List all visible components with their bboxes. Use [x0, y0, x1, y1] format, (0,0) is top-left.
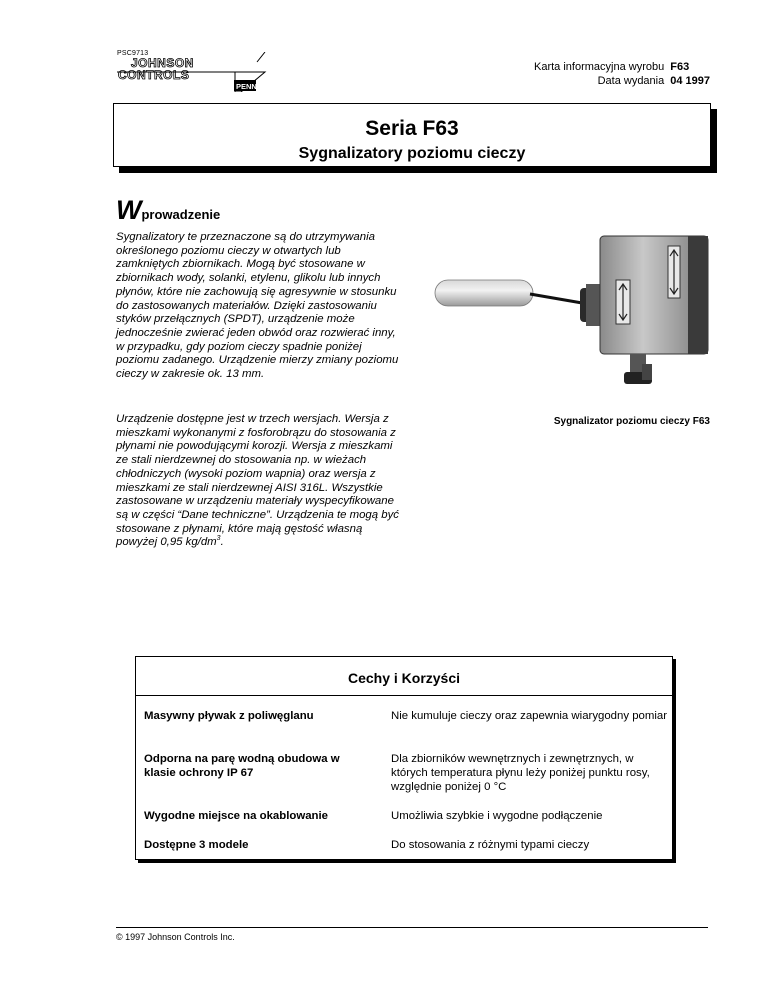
- title-box: [113, 103, 711, 167]
- intro-paragraph-1: Sygnalizatory te przeznaczone są do utrzymywania określonego poziomu cieczy w otwartych lub zamkniętych zbiornikach. Mogą być stosowane w zbiornikach wody, solanki, etylenu, glikolu lub innych płynów, które nie zachowują się agresywnie w stosunku do zastosowanych materiałów. Dzięki zastosowaniu styków przełącznych (SPDT), urządzenie może jednocześnie zwierać jeden obwód oraz rozwierać inny, w przypadku, gdy poziom cieczy spadnie poniżej poziomu zadanego. Urządzenie mierzy zmiany poziomu cieczy w zakresie ok. 13 mm.: [116, 231, 399, 381]
- logo-line2: CONTROLS: [118, 68, 190, 82]
- page-subtitle: Sygnalizatory poziomu cieczy: [298, 145, 526, 162]
- footer-divider: [116, 927, 708, 928]
- logo-line1: JOHNSON: [131, 56, 194, 70]
- product-photo: [430, 232, 710, 422]
- feature-name: Masywny pływak z poliwęglanu: [144, 710, 314, 722]
- feature-name: Wygodne miejsce na okablowanie: [144, 810, 328, 822]
- features-divider: [136, 695, 672, 696]
- intro-paragraph-2-end: .: [220, 536, 224, 549]
- intro-paragraph-2: [116, 413, 402, 550]
- intro-heading-rest: prowadzenie: [141, 207, 221, 222]
- feature-benefit: Do stosowania z różnymi typami cieczy: [391, 839, 590, 851]
- feature-benefit: Umożliwia szybkie i wygodne podłączenie: [391, 810, 603, 822]
- copyright: © 1997 Johnson Controls Inc.: [116, 932, 235, 942]
- document-info: [534, 60, 710, 88]
- feature-benefit: Dla zbiorników wewnętrznych i zewnętrznych, w których temperatura płynu leży poniżej punktu rosy, względnie poniżej 0 °C: [391, 753, 650, 793]
- superscript: 3: [216, 535, 221, 543]
- feature-name: Odporna na parę wodną obudowa w klasie ochrony IP 67: [144, 753, 340, 779]
- intro-heading: [116, 196, 220, 224]
- info-label-sheet: Karta informacyjna wyrobu: [534, 61, 665, 73]
- intro-paragraph-2-text: Urządzenie dostępne jest w trzech wersjach. Wersja z mieszkami wykonanymi z fosforobrązu do stosowania z płynami nie powodującymi korozji. Wersja z mieszkami ze stali nierdzewnej do stosowania np. w wieżach chłodniczych (wysoki poziom wapnia) oraz wersja z mieszkami ze stali nierdzewnej AISI 316L. Wszystkie zastosowane w urządzeniu materiały wyspecyfikowane są w części “Dane techniczne”. Urządzenia te mogą być stosowane z płynami, które mają gęstość własną powyżej 0,95 kg/dm: [116, 413, 399, 549]
- johnson-controls-penn-logo: [117, 52, 267, 92]
- features-table: [135, 656, 673, 860]
- figure-caption: Sygnalizator poziomu cieczy F63: [553, 416, 710, 427]
- intro-initial: W: [116, 195, 142, 225]
- feature-name: Dostępne 3 modele: [144, 839, 249, 851]
- info-value-sheet: F63: [670, 61, 690, 73]
- info-label-date: Data wydania: [597, 75, 665, 87]
- page-title: Seria F63: [365, 117, 459, 140]
- info-value-date: 04 1997: [670, 75, 710, 87]
- logo-badge: PENN: [236, 82, 257, 91]
- document-code: PSC9713: [117, 50, 149, 57]
- feature-benefit: Nie kumuluje cieczy oraz zapewnia wiarygodny pomiar: [391, 710, 668, 722]
- features-title: Cechy i Korzyści: [347, 670, 461, 686]
